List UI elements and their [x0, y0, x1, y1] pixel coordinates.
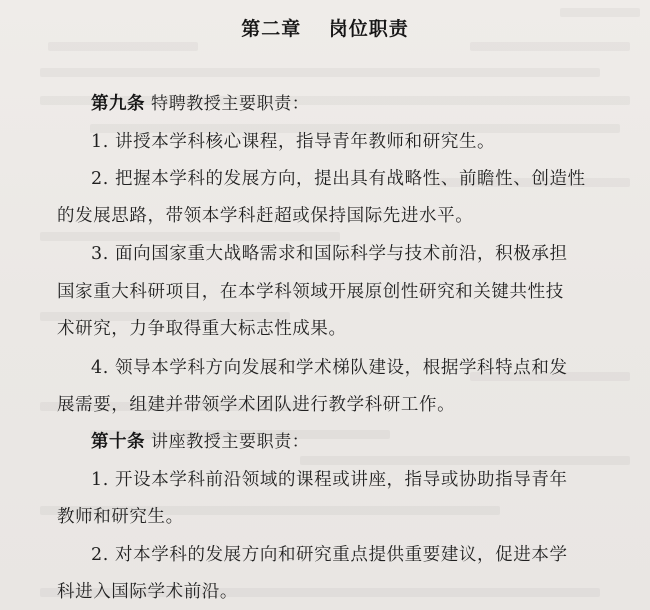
- article-9-item-3-line-1: 3. 面向国家重大战略需求和国际科学与技术前沿，积极承担: [91, 244, 568, 264]
- chapter-title: 第二章 岗位职责: [241, 18, 409, 40]
- article-10-item-2-line-1: 2. 对本学科的发展方向和研究重点提供重要建议，促进本学: [91, 545, 568, 565]
- article-10-heading: 第十条: [91, 432, 145, 452]
- article-9-heading-line: [91, 92, 309, 116]
- article-9-heading: 第九条: [91, 94, 145, 114]
- article-9-item-2-line-1: 2. 把握本学科的发展方向，提出具有战略性、前瞻性、创造性: [91, 169, 586, 189]
- article-10-item-1-line-2: 教师和研究生。: [57, 507, 184, 527]
- article-9-intro: 特聘教授主要职责：: [145, 94, 310, 114]
- article-9-item-1-line-1: 1. 讲授本学科核心课程，指导青年教师和研究生。: [91, 132, 496, 152]
- article-9-item-3-line-2: 国家重大科研项目，在本学科领域开展原创性研究和关键共性技: [57, 282, 564, 302]
- article-9-item-2-line-2: 的发展思路，带领本学科赶超或保持国际先进水平。: [57, 206, 474, 226]
- article-10-heading-line: [91, 430, 309, 454]
- article-9-item-4-line-1: 4. 领导本学科方向发展和学术梯队建设，根据学科特点和发: [91, 358, 568, 378]
- article-10-item-2-line-2: 科进入国际学术前沿。: [57, 582, 238, 602]
- article-9-item-3-line-3: 术研究，力争取得重大标志性成果。: [57, 319, 347, 339]
- article-10-intro: 讲座教授主要职责：: [145, 432, 310, 452]
- article-10-item-1-line-1: 1. 开设本学科前沿领域的课程或讲座，指导或协助指导青年: [91, 470, 568, 490]
- article-9-item-4-line-2: 展需要，组建并带领学术团队进行教学科研工作。: [57, 395, 456, 415]
